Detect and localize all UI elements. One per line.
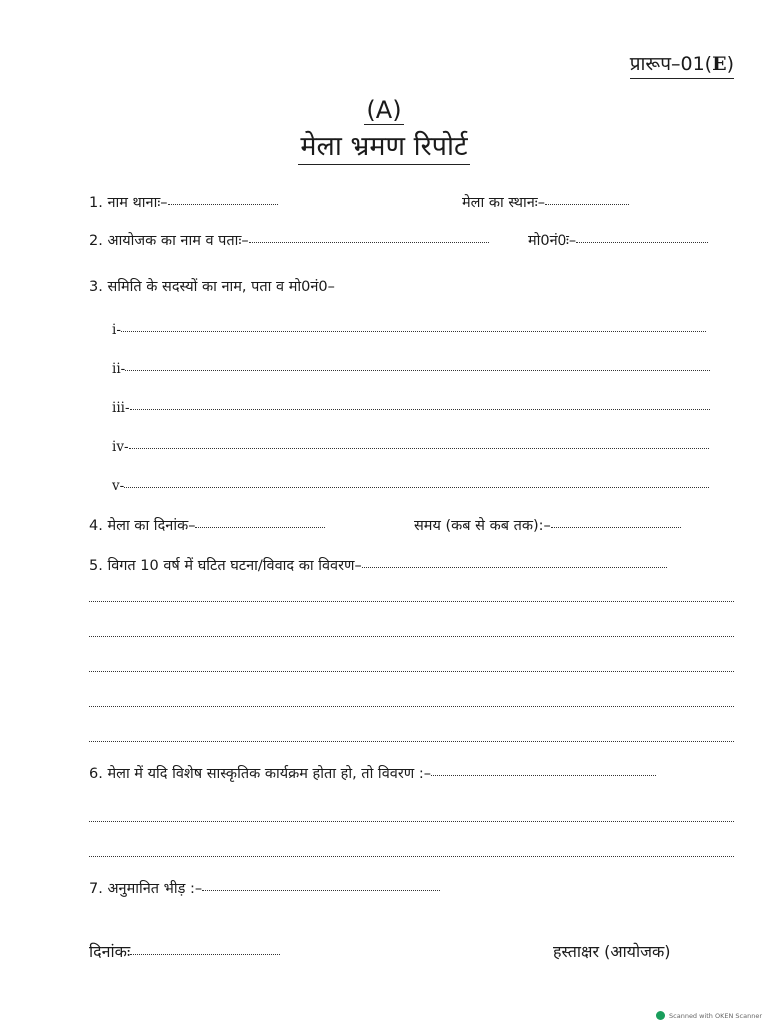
field-label: 4. मेला का दिनांक– xyxy=(89,518,196,534)
field-incident-history xyxy=(89,555,667,575)
field-committee-members xyxy=(89,276,335,296)
fill-line[interactable] xyxy=(129,447,709,449)
field-label: 1. नाम थानाः– xyxy=(89,195,168,211)
member-number: ii- xyxy=(112,361,126,377)
fill-line[interactable] xyxy=(168,203,278,205)
page-title-text: मेला भ्रमण रिपोर्ट xyxy=(298,131,469,165)
member-row xyxy=(112,361,710,377)
field-fair-location xyxy=(462,192,629,212)
title-section-a xyxy=(0,96,768,124)
signature-field xyxy=(553,940,671,962)
field-label: 6. मेला में यदि विशेष सास्कृतिक कार्यक्रम होता हो, तो विवरण :– xyxy=(89,766,431,782)
field-label: 5. विगत 10 वर्ष में घटित घटना/विवाद का विवरण– xyxy=(89,558,362,574)
fill-line[interactable] xyxy=(431,774,656,776)
fill-line[interactable] xyxy=(130,408,710,410)
blank-line[interactable] xyxy=(89,636,734,637)
member-number: i- xyxy=(112,322,121,338)
fill-line[interactable] xyxy=(551,526,681,528)
member-row xyxy=(112,400,710,416)
fill-line[interactable] xyxy=(195,526,325,528)
blank-line[interactable] xyxy=(89,706,734,707)
form-code-letter: E xyxy=(712,53,727,75)
form-code xyxy=(630,50,734,79)
field-cultural-program xyxy=(89,763,656,783)
field-label: मो0नं0ः– xyxy=(528,233,577,249)
date-label: दिनांकः xyxy=(89,942,131,961)
field-organizer-name-address xyxy=(89,230,489,250)
scanner-badge-text: Scanned with OKEN Scanner xyxy=(669,1011,762,1020)
scanner-watermark xyxy=(656,1011,762,1020)
blank-line[interactable] xyxy=(89,856,734,857)
field-label: समय (कब से कब तक):– xyxy=(414,518,551,534)
field-fair-time xyxy=(414,515,681,535)
member-row xyxy=(112,439,709,455)
member-row xyxy=(112,478,709,494)
signature-label: हस्ताक्षर (आयोजक) xyxy=(553,942,671,961)
member-row xyxy=(112,322,706,338)
member-number: iii- xyxy=(112,400,130,416)
field-estimated-crowd xyxy=(89,878,440,898)
fill-line[interactable] xyxy=(362,566,667,568)
date-field xyxy=(89,940,280,962)
form-code-prefix: प्रारूप–01( xyxy=(629,53,713,75)
field-label: मेला का स्थानः– xyxy=(462,195,545,211)
field-label: 3. समिति के सदस्यों का नाम, पता व मो0नं0– xyxy=(89,279,335,295)
fill-line[interactable] xyxy=(249,241,489,243)
section-label: (A) xyxy=(366,96,402,124)
field-organizer-mobile xyxy=(528,230,708,250)
blank-line[interactable] xyxy=(89,821,734,822)
blank-line[interactable] xyxy=(89,601,734,602)
fill-line[interactable] xyxy=(545,203,629,205)
field-fair-date xyxy=(89,515,325,535)
field-label: 2. आयोजक का नाम व पताः– xyxy=(89,233,249,249)
blank-line[interactable] xyxy=(89,671,734,672)
field-police-station xyxy=(89,192,278,212)
fill-line[interactable] xyxy=(202,889,440,891)
scanner-logo-icon xyxy=(656,1011,665,1020)
fill-line[interactable] xyxy=(130,953,280,955)
fill-line[interactable] xyxy=(124,486,709,488)
member-number: iv- xyxy=(112,439,129,455)
blank-line[interactable] xyxy=(89,741,734,742)
fill-line[interactable] xyxy=(125,369,710,371)
form-code-suffix: ) xyxy=(726,53,734,75)
field-label: 7. अनुमानित भीड़ :– xyxy=(89,881,203,897)
fill-line[interactable] xyxy=(576,241,708,243)
fill-line[interactable] xyxy=(121,330,706,332)
member-number: v- xyxy=(112,478,125,494)
page-title xyxy=(0,126,768,163)
